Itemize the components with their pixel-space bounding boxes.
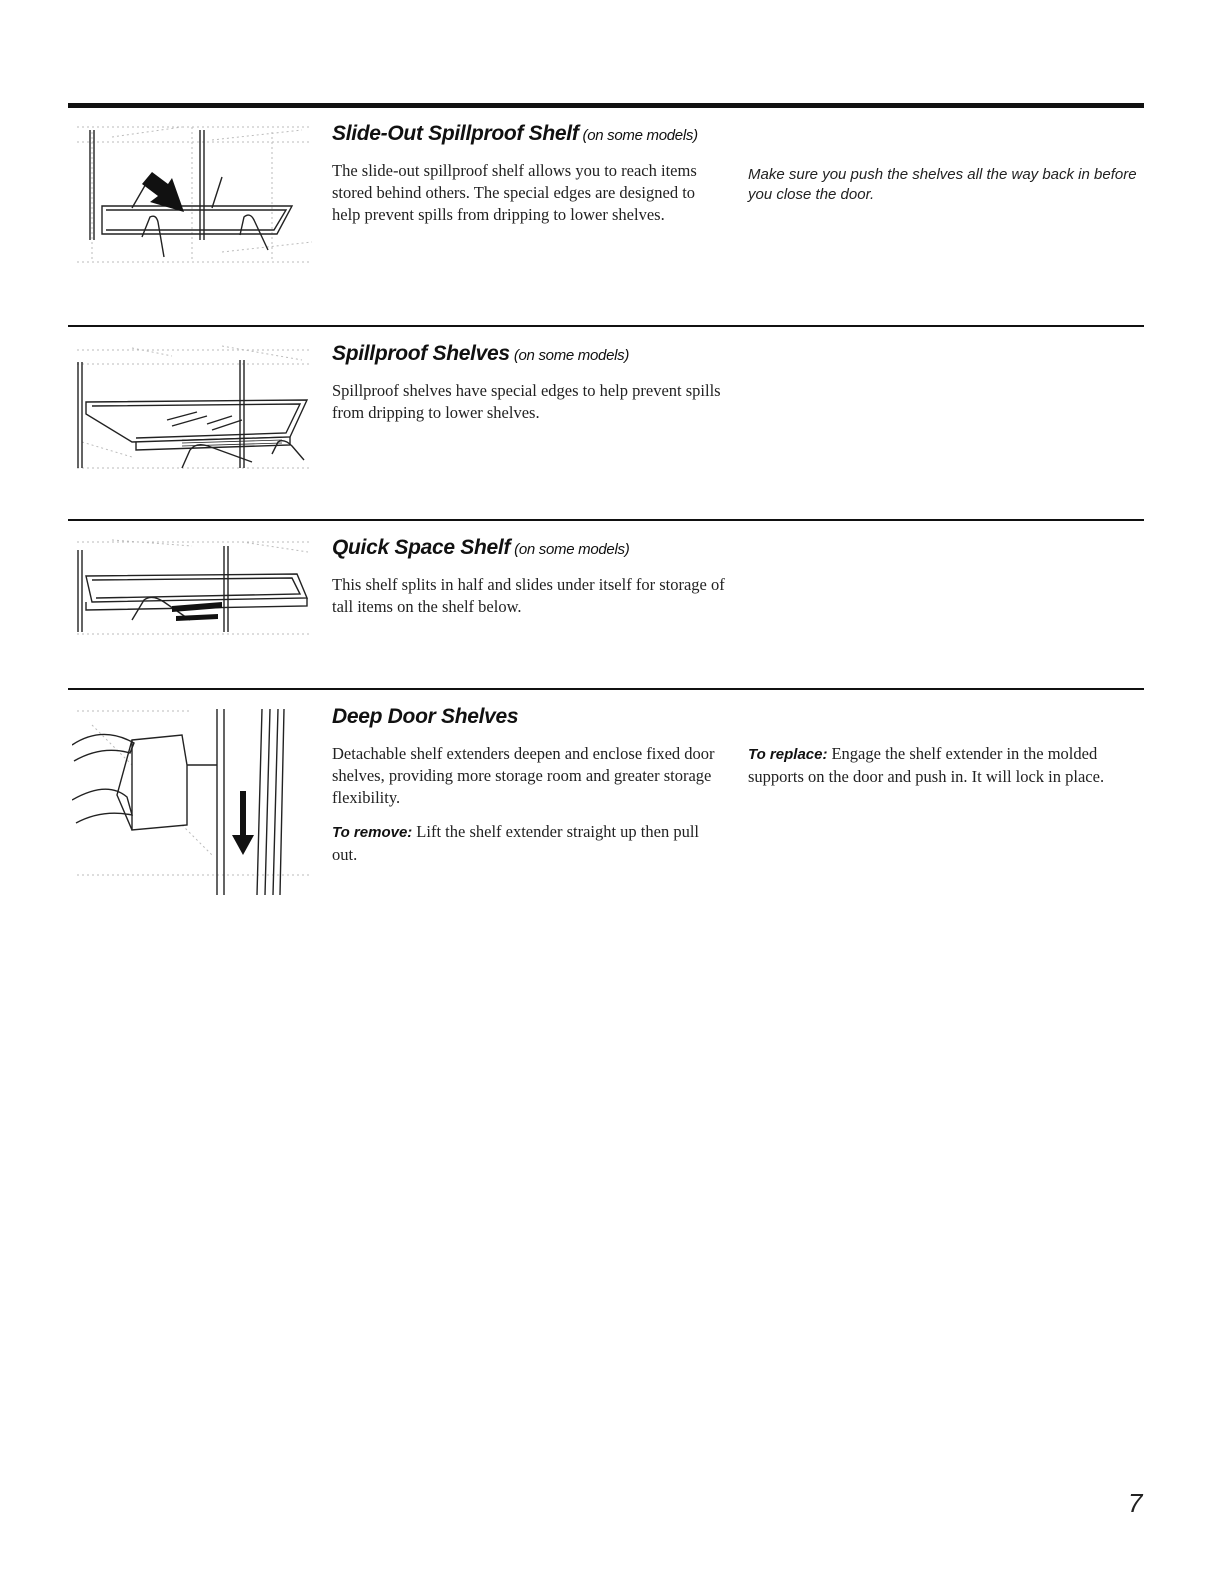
section-deep-door-shelves [68,691,1144,911]
shelf-illustration-icon [72,342,316,474]
shelf-illustration-icon [72,122,316,268]
slide-out-shelf-illustration [72,122,316,268]
section-title: Slide-Out Spillproof Shelf [332,122,579,145]
section-heading [332,536,732,560]
section-title: Spillproof Shelves [332,342,510,365]
section-heading [332,705,722,729]
replace-text: Engage the shelf extender in the molded supports on the door and push in. It will lock in place. [748,744,1105,786]
shelf-illustration-icon [72,536,316,638]
section-spillproof-shelves [68,328,1144,518]
section-text-left [332,342,732,424]
section-text-left [332,705,722,866]
section-title: Quick Space Shelf [332,536,511,559]
section-slide-out-shelf [68,108,1144,318]
section-note: Make sure you push the shelves all the way back in before you close the door. [748,166,1137,203]
door-shelf-illustration-icon [72,705,316,897]
section-text-left [332,536,732,618]
section-quick-space-shelf [68,522,1144,682]
section-divider [68,688,1144,690]
quick-space-shelf-illustration [72,536,316,638]
section-body: Spillproof shelves have special edges to help prevent spills from dripping to lower shelves. [332,381,721,422]
section-text-left [332,122,722,226]
section-title: Deep Door Shelves [332,705,519,728]
section-text-right [748,165,1140,205]
section-body: Detachable shelf extenders deepen and enclose fixed door shelves, providing more storage room and greater storage flexibility. [332,744,715,807]
section-heading [332,122,722,146]
section-divider [68,325,1144,327]
replace-label: To replace: [748,746,828,763]
section-qualifier: (on some models) [513,347,630,364]
section-body: This shelf splits in half and slides under itself for storage of tall items on the shelf below. [332,575,725,616]
remove-text: Lift the shelf extender straight up then pull out. [332,822,700,864]
deep-door-shelves-illustration [72,705,316,897]
spillproof-shelves-illustration [72,342,316,474]
section-text-right [748,743,1140,788]
section-divider [68,519,1144,521]
page-number: 7 [1128,1488,1143,1518]
remove-instructions [332,821,722,866]
section-heading [332,342,732,366]
section-qualifier: (on some models) [514,541,630,558]
replace-instructions [748,743,1140,788]
remove-label: To remove: [332,824,413,841]
section-body: The slide-out spillproof shelf allows you to reach items stored behind others. The special edges are designed to help prevent spills from dripping to lower shelves. [332,161,697,224]
section-qualifier: (on some models) [582,127,698,144]
